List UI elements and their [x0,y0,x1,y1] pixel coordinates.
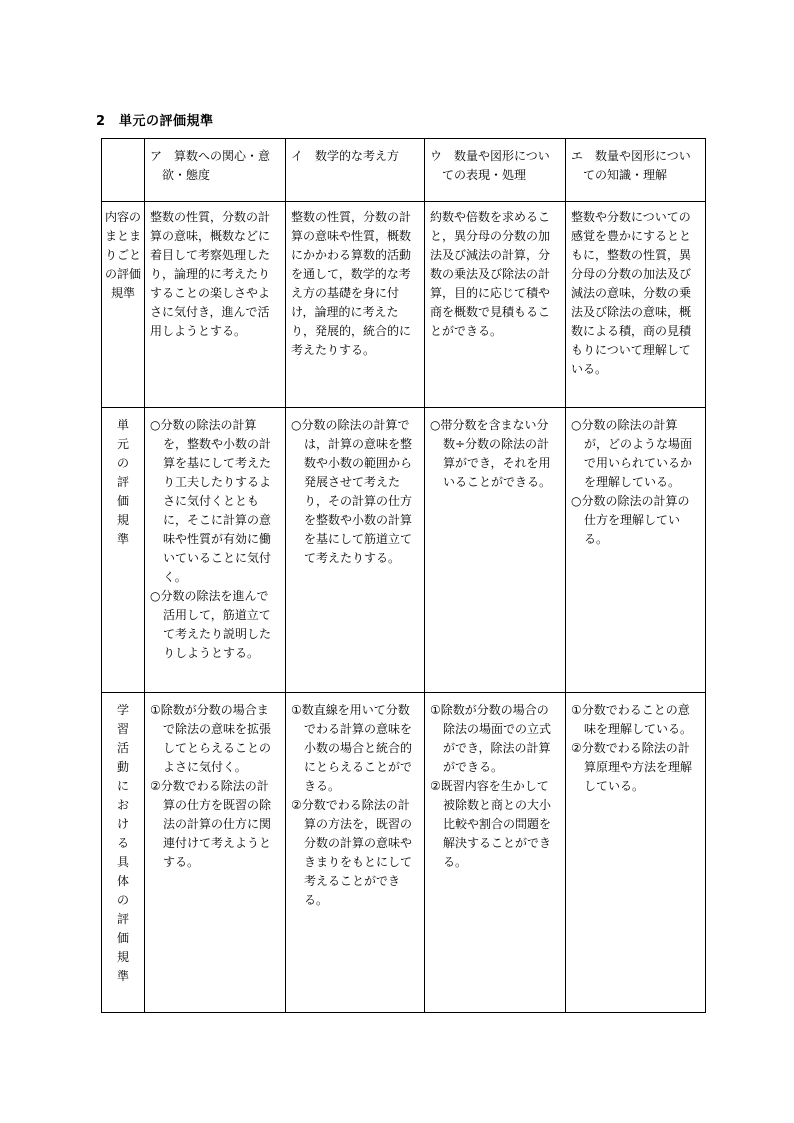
cell-naiyo-d [566,202,706,408]
row-content-unit-criteria [102,202,706,408]
list-item: ②分数でわる除法の計算の方法を，既習の分数の計算の意味やきまりをもとにして考えることができる。 [291,798,413,907]
list-item: ①数直線を用いて分数でわる計算の意味を小数の場合と統合的にとらえることができる。 [291,703,413,793]
cell-tangen-a [145,408,286,693]
row-label-text: 学習活動における具体の評価規準 [116,703,129,983]
list-item: ①除数が分数の場合まで除法の意味を拡張してとらえることのよさに気付く。 [150,703,272,774]
section-title: 2 単元の評価規準 [96,114,214,129]
header-blank-cell [102,139,145,202]
cell-naiyo-a [145,202,286,408]
cell-text: 整数の性質，分数の計算の意味や性質，概数にかかわる算数的活動を通して，数学的な考え方の基礎を身に付け，論理的に考えたり，発展的，統合的に考えたりする。 [291,210,412,357]
list-item: ○分数の除法の計算の仕方を理解している。 [571,494,690,546]
list-item: ○帯分数を含まない分数÷分数の除法の計算ができ，それを用いることができる。 [430,418,552,489]
row-label-unit [102,408,145,693]
header-col-c-text: ウ 数量や図形についての表現・処理 [430,149,550,182]
row-activity-criteria [102,693,706,1013]
list-item: ○分数の除法の計算を，整数や小数の計算を基にして考えたり工夫したりするよさに気付くとともに，そこに計算の意味や性質が有効に働いていることに気付く。 [150,418,272,584]
cell-gakushu-d [566,693,706,1013]
cell-text: 整数や分数についての感覚を豊かにするとともに，整数の性質，異分母の分数の加法及び減法の意味，分数の乗法及び除法の意味，概数による積，商の見積もりについて理解している。 [571,210,692,376]
cell-tangen-c [425,408,566,693]
header-row [102,139,706,202]
list-item: ②既習内容を生かして被除数と商との大小比較や割合の問題を解決することができる。 [430,779,552,869]
list-item: ○分数の除法を進んで活用して，筋道立てて考えたり説明したりしようとする。 [150,589,272,660]
list-item: ①分数でわることの意味を理解している。 [571,703,693,736]
list-item: ②分数でわる除法の計算原理や方法を理解している。 [571,741,693,793]
header-col-b [286,139,425,202]
row-unit-criteria [102,408,706,693]
list-item: ○分数の除法の計算では，計算の意味を整数や小数の範囲から発展させて考えたり，その計算の仕方を整数や小数の計算を基にして筋道立てて考えたりする。 [291,418,413,565]
header-col-a-text: ア 算数への関心・意欲・態度 [150,149,271,182]
list-item: ○分数の除法の計算が，どのような場面で用いられているかを理解している。 [571,418,693,489]
evaluation-criteria-table [101,138,706,1013]
cell-tangen-d [566,408,706,693]
header-col-d-text: エ 数量や図形についての知識・理解 [571,149,691,182]
cell-text: 約数や倍数を求めること，異分母の分数の加法及び減法の計算，分数の乗法及び除法の計算，目的に応じて積や商を概数で見積もることができる。 [430,210,551,338]
cell-gakushu-b [286,693,425,1013]
cell-naiyo-c [425,202,566,408]
cell-text: 整数の性質，分数の計算の意味，概数などに着目して考察処理したり，論理的に考えたりすることの楽しさやよさに気付き，進んで活用しようとする。 [150,210,271,338]
cell-tangen-b [286,408,425,693]
header-col-d [566,139,706,202]
list-item: ①除数が分数の場合の除法の場面での立式ができ，除法の計算ができる。 [430,703,552,774]
list-item: ②分数でわる除法の計算の仕方を既習の除法の計算の仕方に関連付けて考えようとする。 [150,779,272,869]
header-col-a [145,139,286,202]
header-col-b-text: イ 数学的な考え方 [291,149,400,163]
cell-naiyo-b [286,202,425,408]
row-label-text: 単元の評価規準 [116,418,129,546]
header-col-c [425,139,566,202]
row-label-activity [102,693,145,1013]
cell-gakushu-a [145,693,286,1013]
row-label-content-unit [102,202,145,408]
row-label-text: 内容のまとまりごとの評価規準 [104,210,141,300]
cell-gakushu-c [425,693,566,1013]
